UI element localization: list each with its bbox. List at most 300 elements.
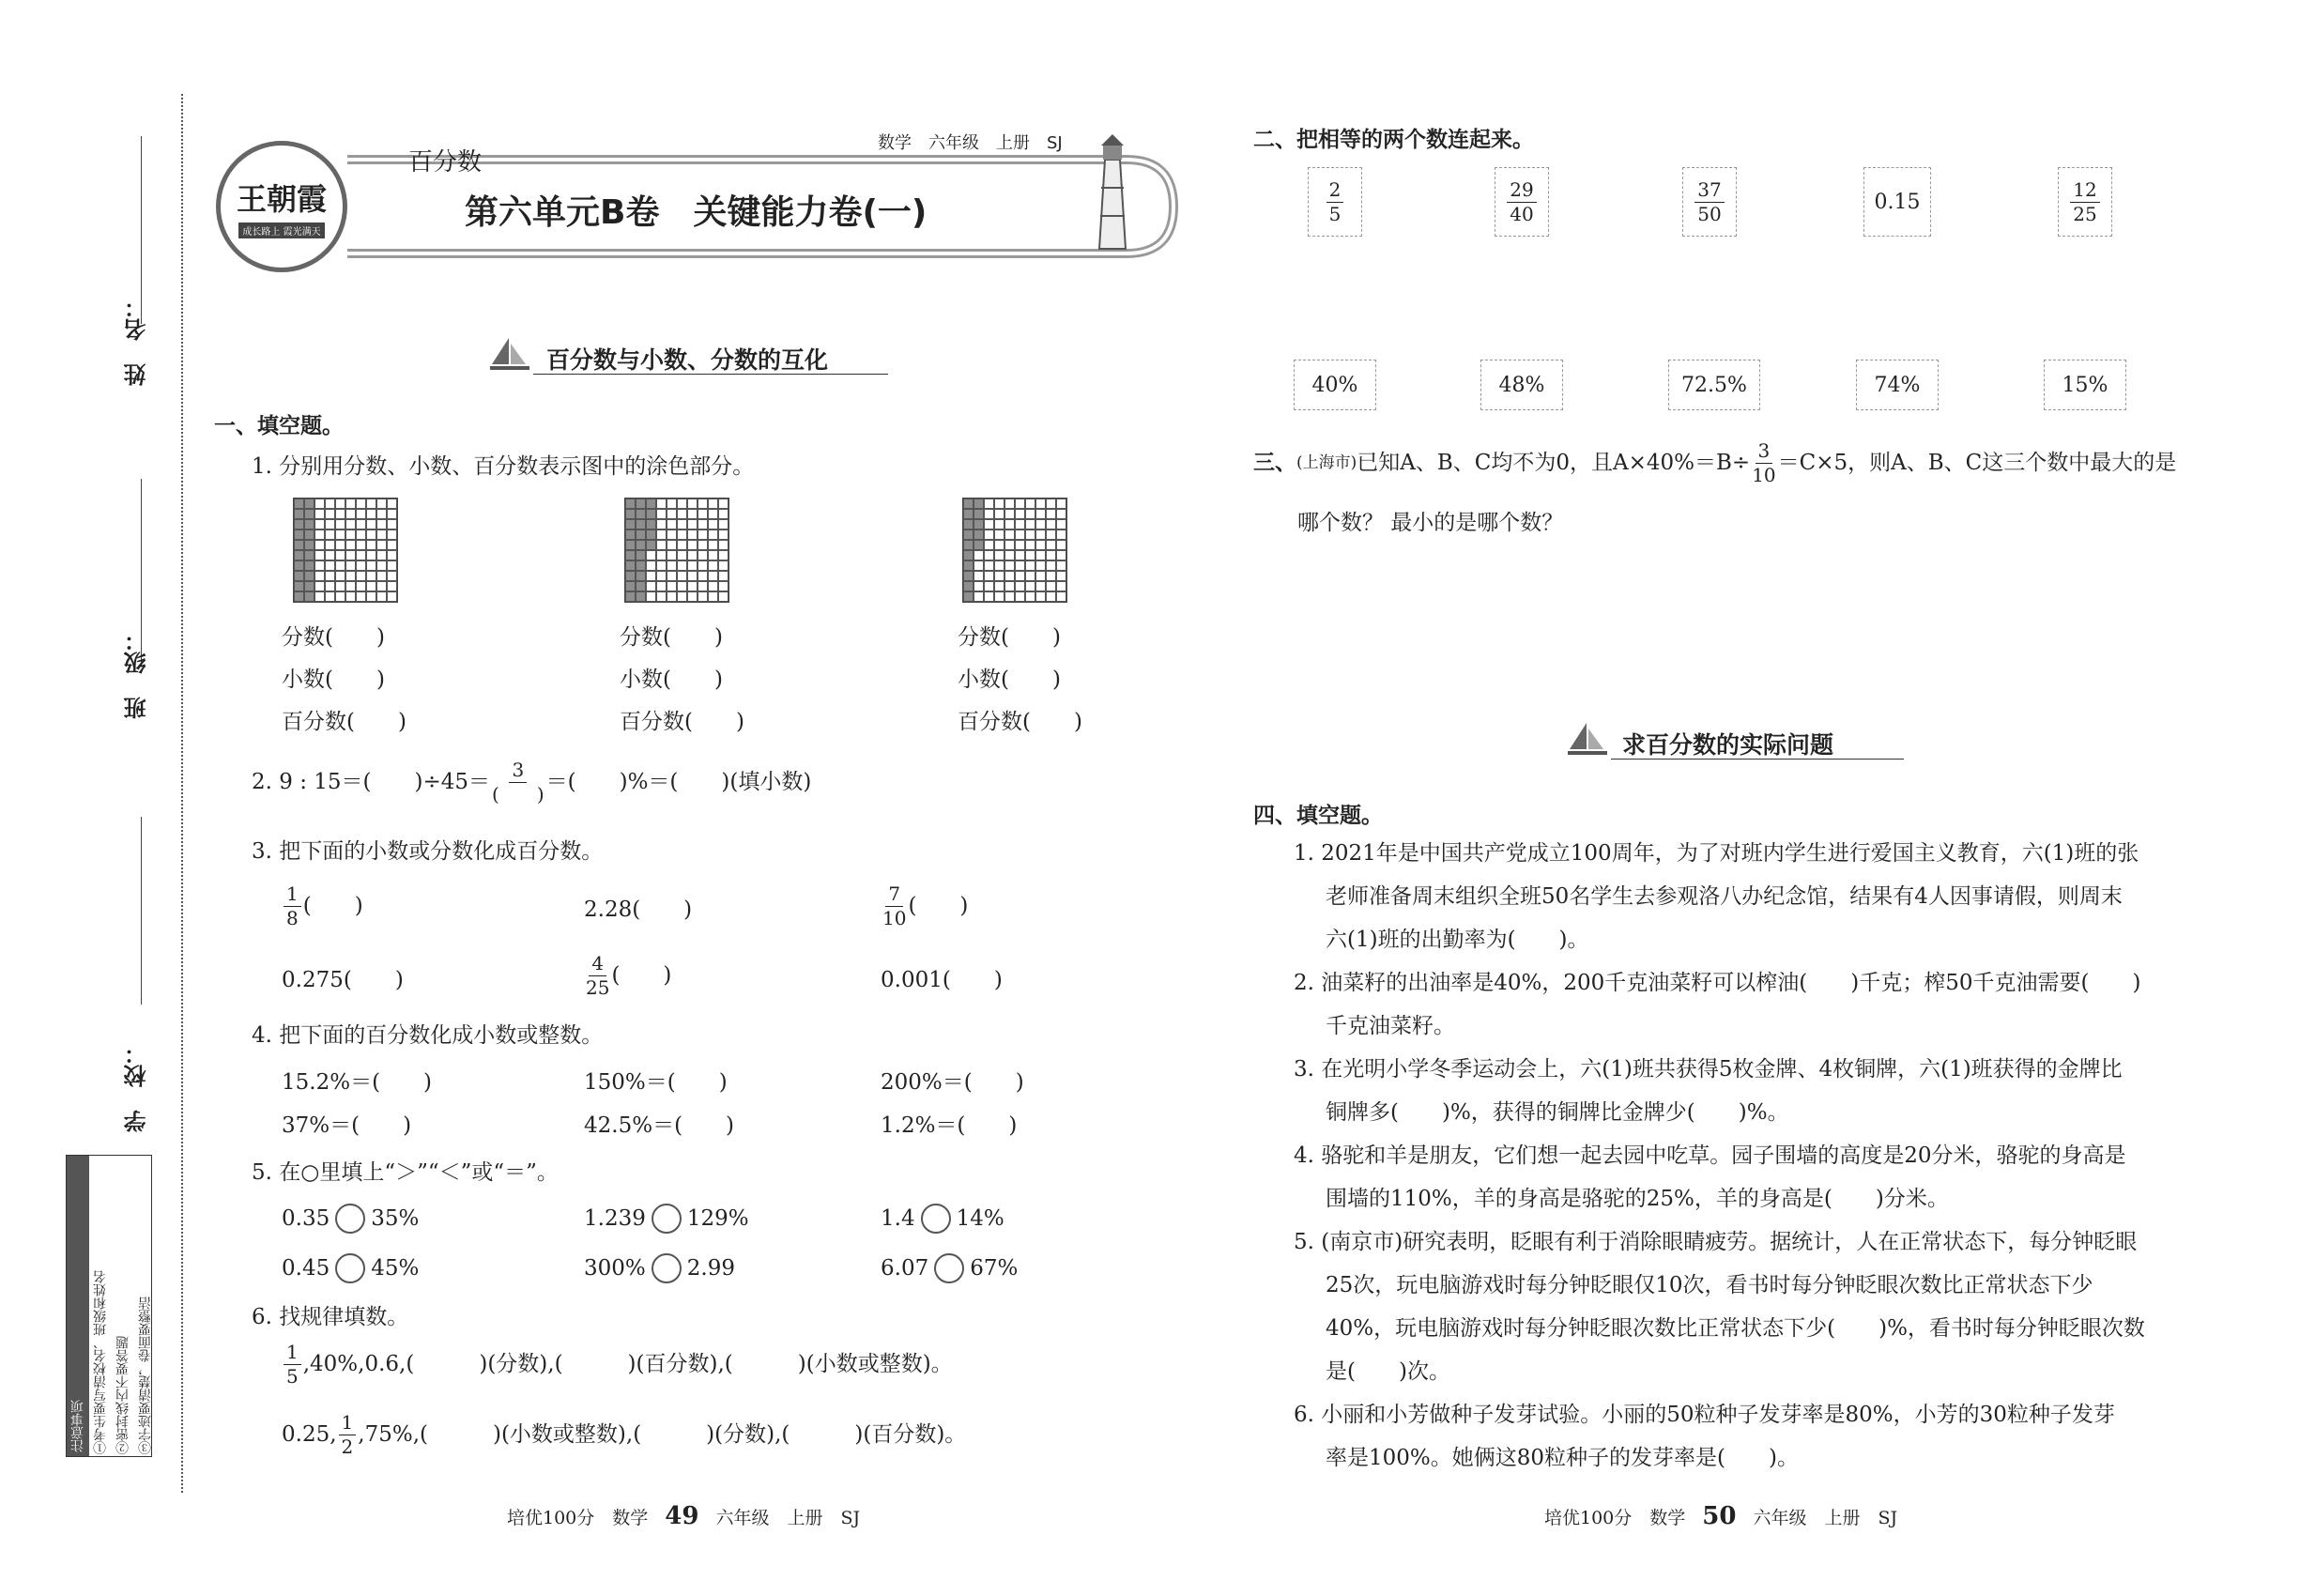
grid-cell [356,529,366,540]
fraction-denominator[interactable]: ( ) [492,783,544,806]
fraction-numerator: 3 [509,760,527,783]
grid-cell [656,499,667,509]
grid-cell [974,499,984,509]
match-bottom-4[interactable]: 74% [1856,360,1939,410]
grid-cell [994,560,1004,571]
grid-cell [325,540,335,550]
grid-cell [718,519,728,529]
grid-cell [356,550,366,560]
q1-answers-col1 [282,627,406,733]
grid-cell [335,550,345,560]
grid-cell [356,509,366,519]
grid-cell [974,571,984,581]
grid-cell [636,591,646,602]
grid-cell [335,591,345,602]
grid-cell [366,529,376,540]
grid-cell [708,550,718,560]
question-2 [252,760,811,805]
decimal-blank[interactable]: 小数( ) [282,668,385,692]
grid-cell [1046,499,1056,509]
grid-cell [963,591,974,602]
grid-cell [1046,560,1056,571]
grid-cell [366,540,376,550]
grid-cell [387,591,397,602]
grid-cell [625,529,636,540]
lighthouse-icon [1084,131,1141,253]
footer-pre: 培优100分 数学 [1544,1507,1686,1528]
grid-cell [974,540,984,550]
grid-cell [636,509,646,519]
grid-cell [1004,499,1015,509]
grid-cell [656,550,667,560]
match-bottom-5[interactable]: 15% [2044,360,2126,410]
q4-3-line-1: 3. 在光明小学冬季运动会上，六(1)班共获得5枚金牌、4枚铜牌，六(1)班获得的金牌比 [1294,1057,2123,1082]
grid-cell [387,540,397,550]
grid-cell [994,540,1004,550]
grid-cell [1015,591,1025,602]
grid-cell [387,581,397,591]
grid-cell [1035,519,1046,529]
compare-circle[interactable] [335,1253,365,1283]
compare-circle[interactable] [652,1204,682,1234]
grid-cell [698,571,708,581]
note-3: ③字迹要清楚，卷面要整洁 [138,1297,153,1454]
grid-cell [698,581,708,591]
grid-cell [1015,560,1025,571]
grid-cell [1056,529,1066,540]
grid-cell [325,591,335,602]
q3-item-5[interactable] [584,954,671,998]
grid-cell [1004,529,1015,540]
grid-cell [356,540,366,550]
grid-cell [984,529,994,540]
grid-cell [698,509,708,519]
book-tag: 百分数 [408,148,483,176]
q3-item-4[interactable]: 0.275( ) [282,968,404,992]
grid-cell [984,591,994,602]
q4-2-line-1[interactable]: 2. 油菜籽的出油率是40%，200千克油菜籽可以榨油( )千克；榨50千克油需要( ) [1294,971,2141,995]
compare-circle[interactable] [335,1204,365,1234]
grid-cell [636,550,646,560]
grid-cell [687,540,698,550]
grid-cell [1015,540,1025,550]
notes-box [66,1155,152,1457]
grid-cell [708,591,718,602]
grid-cell [345,509,356,519]
grid-cell [345,540,356,550]
grid-cell [1004,550,1015,560]
grid-cell [1004,591,1015,602]
grid-cell [314,509,325,519]
grid-cell [1035,550,1046,560]
grid-cell [376,499,387,509]
grid-cell [1035,571,1046,581]
q5-item-3: 1.4 14% [881,1204,1004,1234]
q4-3-line-2[interactable]: 铜牌多( )%，获得的铜牌比金牌少( )%。 [1326,1100,1789,1125]
hundred-grid-3 [962,498,1067,603]
grid-cell [708,560,718,571]
percent-blank[interactable]: 百分数( ) [282,710,406,734]
grid-cell [1004,571,1015,581]
grid-cell [677,540,687,550]
grid-cell [1046,571,1056,581]
grid-cell [656,560,667,571]
grid-cell [974,519,984,529]
grid-cell [304,529,314,540]
compare-circle[interactable] [652,1253,682,1283]
grid-cell [1015,509,1025,519]
match-top-3[interactable]: $\frac{37}{50}$ [1682,167,1737,237]
grid-cell [1056,591,1066,602]
grid-cell [345,571,356,581]
grid-cell [314,571,325,581]
compare-circle[interactable] [921,1204,951,1234]
q5-item-4: 0.45 45% [282,1253,419,1283]
q4-item-4[interactable]: 37%＝( ) [282,1113,412,1138]
section-title-1: 百分数与小数、分数的互化 [546,346,829,374]
match-top-1[interactable]: $\frac{2}{5}$ [1308,167,1362,237]
grid-cell [1015,550,1025,560]
grid-cell [667,509,677,519]
grid-cell [325,519,335,529]
grid-cell [1015,571,1025,581]
grid-cell [345,499,356,509]
section-title-2: 求百分数的实际问题 [1622,731,1834,759]
grid-cell [677,529,687,540]
hundred-grid-2 [624,498,729,603]
question-4: 4. 把下面的百分数化成小数或整数。 [252,1023,604,1048]
grid-cell [718,540,728,550]
grid-cell [677,509,687,519]
grid-cell [1056,550,1066,560]
q4-item-1[interactable]: 15.2%＝( ) [282,1070,433,1095]
grid-cell [687,571,698,581]
part-3-heading: 三、 [1253,451,1296,475]
grid-cell [974,509,984,519]
grid-cell [646,560,656,571]
q6-row-1-text[interactable]: ,40%,0.6,( )(分数),( )(百分数),( )(小数或整数)。 [302,1352,953,1376]
grid-cell [718,571,728,581]
match-bottom-2[interactable]: 48% [1480,360,1563,410]
grid-cell [625,560,636,571]
grid-cell [314,581,325,591]
grid-cell [625,519,636,529]
grid-cell [314,519,325,529]
grid-cell [294,529,304,540]
grid-cell [304,499,314,509]
q4-2-line-2: 千克油菜籽。 [1326,1014,1455,1038]
grid-cell [325,581,335,591]
grid-cell [376,509,387,519]
fraction-numerator: 1 [284,884,301,907]
q2-post: ＝( )%＝( )(填小数) [545,770,812,794]
fraction-denominator: 10 [882,907,907,929]
q1-answers-col2 [620,627,744,733]
grid-cell [335,581,345,591]
grid-cell [1035,509,1046,519]
answer-blank[interactable]: ( ) [611,963,672,988]
grid-cell [667,529,677,540]
decimal-blank[interactable]: 小数( ) [620,668,723,692]
grid-cell [356,571,366,581]
match-top-5[interactable]: $\frac{12}{25}$ [2058,167,2112,237]
grid-cell [1046,550,1056,560]
sailboat-icon [1566,721,1609,759]
grid-cell [1035,581,1046,591]
grid-cell [304,560,314,571]
grid-cell [345,519,356,529]
grid-cell [667,550,677,560]
grid-cell [718,509,728,519]
q5-item-5: 300% 2.99 [584,1253,735,1283]
grid-cell [687,509,698,519]
q1-answers-col3 [958,627,1082,733]
grid-cell [1025,591,1035,602]
grid-cell [1004,581,1015,591]
grid-cell [687,581,698,591]
grid-cell [1025,509,1035,519]
grid-cell [376,529,387,540]
fraction-denominator: 8 [286,907,299,929]
q4-5-line-2: 25次，玩电脑游戏时每分钟眨眼仅10次，看书时每分钟眨眼次数比正常状态下少 [1326,1273,2093,1297]
q4-item-3[interactable]: 200%＝( ) [881,1070,1024,1095]
grid-cell [304,581,314,591]
grid-cell [698,499,708,509]
match-top-2[interactable]: $\frac{29}{40}$ [1495,167,1549,237]
match-bottom-1[interactable]: 40% [1294,360,1376,410]
grid-cell [1025,529,1035,540]
grid-cell [625,509,636,519]
grid-cell [646,499,656,509]
grid-cell [376,560,387,571]
grid-cell [636,499,646,509]
grid-cell [708,529,718,540]
q4-item-6[interactable]: 1.2%＝( ) [881,1113,1018,1138]
grid-cell [963,499,974,509]
grid-cell [646,581,656,591]
match-top-4[interactable]: 0.15 [1863,167,1931,237]
grid-cell [984,519,994,529]
note-2: ②密封线内不要答题 [115,1336,130,1454]
grid-cell [646,540,656,550]
grid-cell [984,499,994,509]
footer-post: 六年级 上册 SJ [1753,1507,1898,1528]
grid-cell [984,581,994,591]
grid-cell [1025,560,1035,571]
grid-cell [646,591,656,602]
grid-cell [345,581,356,591]
grid-cell [325,571,335,581]
grid-cell [376,519,387,529]
grid-cell [1056,509,1066,519]
grid-cell [974,591,984,602]
grid-cell [376,591,387,602]
q4-1-line-3[interactable]: 六(1)班的出勤率为( )。 [1326,928,1589,952]
part-4-heading: 四、填空题。 [1253,804,1383,828]
grid-cell [335,540,345,550]
grid-cell [974,581,984,591]
grid-cell [304,550,314,560]
grid-cell [356,581,366,591]
fraction-blank[interactable]: 分数( ) [282,625,385,650]
section-underline-1 [533,374,888,375]
section-heading-1 [488,336,901,377]
grid-cell [1056,499,1066,509]
answer-blank[interactable]: ( ) [302,894,363,918]
grid-cell [718,591,728,602]
grid-cell [656,509,667,519]
grid-cell [994,591,1004,602]
grid-cell [304,591,314,602]
grid-cell [984,540,994,550]
q4-5-line-4[interactable]: 是( )次。 [1326,1359,1450,1384]
page-number: 50 [1702,1502,1737,1530]
q3-item-1[interactable] [282,884,363,928]
q4-item-2[interactable]: 150%＝( ) [584,1070,728,1095]
grid-cell [984,550,994,560]
grid-cell [1035,560,1046,571]
grid-cell [625,499,636,509]
compare-circle[interactable] [934,1253,964,1283]
q2-fraction [492,760,544,805]
grid-cell [1004,509,1015,519]
percent-blank[interactable]: 百分数( ) [958,710,1082,734]
logo-badge [216,141,347,272]
header-banner [207,133,1183,263]
grid-cell [984,509,994,519]
grid-cell [718,529,728,540]
grid-cell [1004,540,1015,550]
grid-cell [656,581,667,591]
grid-cell [636,540,646,550]
grid-cell [646,509,656,519]
fraction-numerator: 3 [1756,441,1773,464]
q4-5-line-3[interactable]: 40%，玩电脑游戏时每分钟眨眼次数比正常状态下少( )%，看书时每分钟眨眼次数 [1326,1316,2145,1341]
grid-cell [1046,581,1056,591]
grid-cell [625,581,636,591]
fraction-denominator: 10 [1752,464,1776,486]
grid-cell [656,519,667,529]
grid-cell [294,571,304,581]
q4-4-line-2[interactable]: 围墙的110%，羊的身高是骆驼的25%，羊的身高是( )分米。 [1326,1187,1949,1211]
name-label: 姓 名： [124,296,150,386]
decimal-blank[interactable]: 小数( ) [958,668,1061,692]
answer-blank[interactable]: ( ) [908,894,969,918]
grid-cell [376,581,387,591]
q4-6-line-2[interactable]: 率是100%。她俩这80粒种子的发芽率是( )。 [1326,1446,1799,1470]
grid-cell [698,529,708,540]
school-label: 学 校： [124,1042,150,1132]
grid-cell [963,540,974,550]
grid-cell [366,591,376,602]
grid-cell [314,499,325,509]
q3-item-3[interactable] [881,884,968,928]
grid-cell [625,550,636,560]
grid-cell [314,540,325,550]
q3-item-2[interactable]: 2.28( ) [584,898,693,922]
grid-cell [677,550,687,560]
grid-cell [667,540,677,550]
part-3-question: 三、 (上海市) 已知A、B、C均不为0，且A×40%＝B÷ $\frac{3}{10}$ ＝C×5，则A、B、C这三个数中最大的是 [1253,439,2177,486]
grid-cell [1035,540,1046,550]
school-underline [141,817,142,1005]
grid-cell [294,560,304,571]
percent-blank[interactable]: 百分数( ) [620,710,744,734]
grid-cell [646,571,656,581]
grid-cell [335,529,345,540]
grid-cell [294,519,304,529]
grid-cell [656,571,667,581]
grid-cell [636,519,646,529]
grid-cell [698,560,708,571]
q6-row-2-text[interactable]: ,75%,( )(小数或整数),( )(分数),( )(百分数)。 [358,1422,967,1447]
fraction-numerator: 1 [284,1343,301,1365]
grid-cell [314,591,325,602]
fraction-denominator: 25 [586,976,610,999]
grid-cell [366,581,376,591]
grid-cell [984,560,994,571]
q4-item-5[interactable]: 42.5%＝( ) [584,1113,735,1138]
part-3-line-2: 哪个数？ 最小的是哪个数？ [1297,511,1564,535]
grid-cell [687,591,698,602]
grid-cell [708,540,718,550]
grid-cell [314,550,325,560]
grid-cell [356,499,366,509]
grid-cell [325,550,335,560]
grid-cell [677,519,687,529]
section-underline-2 [1611,759,1904,760]
grid-cell [1046,529,1056,540]
grid-cell [1025,540,1035,550]
grid-cell [1056,560,1066,571]
q3-item-6[interactable]: 0.001( ) [881,968,1003,992]
fraction-blank[interactable]: 分数( ) [620,625,723,650]
grid-cell [677,571,687,581]
q6-row-2[interactable]: 0.25, $\frac{1}{2}$ ,75%,( )(小数或整数),( )(分数),( )(百分数)。 [282,1411,967,1458]
grid-cell [387,560,397,571]
grid-cell [687,560,698,571]
grid-cell [656,529,667,540]
fraction-blank[interactable]: 分数( ) [958,625,1061,650]
match-bottom-3[interactable]: 72.5% [1668,360,1760,410]
grid-cell [1025,581,1035,591]
q6-row-1[interactable] [282,1343,953,1387]
grid-cell [687,550,698,560]
grid-cell [984,571,994,581]
grid-cell [994,499,1004,509]
question-5: 5. 在○里填上“＞”“＜”或“＝”。 [252,1160,559,1185]
grid-cell [366,509,376,519]
grid-cell [625,591,636,602]
grid-cell [636,581,646,591]
grid-cell [366,560,376,571]
grid-cell [376,571,387,581]
grid-cell [1046,509,1056,519]
logo-text: 王朝霞 [236,180,327,217]
grid-cell [304,519,314,529]
grid-cell [304,571,314,581]
grid-cell [667,560,677,571]
grid-cell [294,499,304,509]
grid-cell [366,550,376,560]
page-number: 49 [665,1502,699,1530]
grid-cell [314,529,325,540]
question-1: 1. 分别用分数、小数、百分数表示图中的涂色部分。 [252,454,755,479]
grid-cell [718,560,728,571]
grid-cell [667,591,677,602]
grid-cell [294,581,304,591]
grid-cell [304,509,314,519]
